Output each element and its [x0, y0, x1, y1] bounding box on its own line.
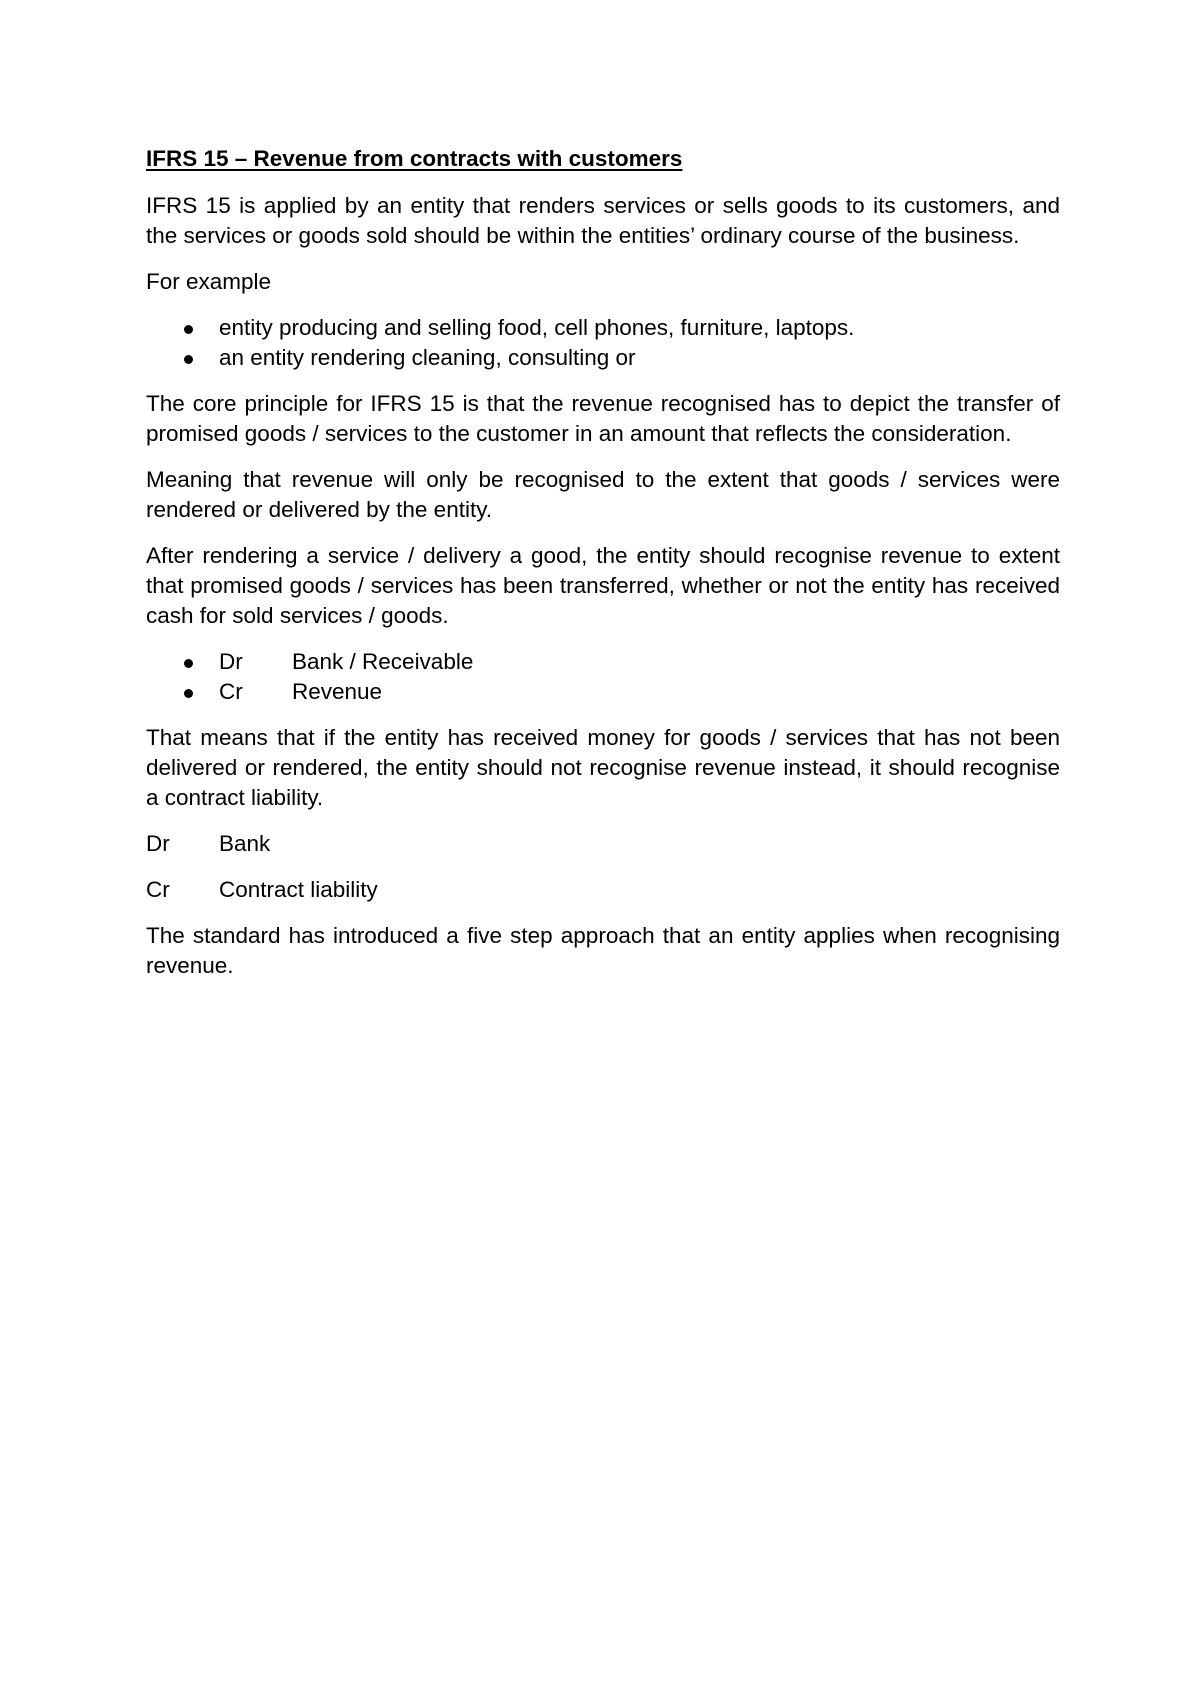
bullet-icon [184, 689, 193, 698]
revenue-journal-list [146, 647, 1060, 707]
example-text: entity producing and selling food, cell phones, furniture, laptops. [219, 315, 855, 340]
document-page [146, 144, 1060, 997]
journal-entry [146, 677, 1060, 707]
journal-entry [146, 829, 1060, 859]
five-step-paragraph: The standard has introduced a five step approach that an entity applies when recognising revenue. [146, 923, 1060, 978]
journal-code: Dr [219, 649, 243, 674]
journal-code: Cr [219, 679, 243, 704]
core-principle-paragraph: The core principle for IFRS 15 is that the revenue recognised has to depict the transfer of promised goods / services to the customer in an amount that reflects the consideration. [146, 391, 1060, 446]
bullet-icon [184, 355, 193, 364]
journal-account: Revenue [292, 679, 383, 704]
journal-code: Dr [146, 831, 170, 856]
intro-paragraph: IFRS 15 is applied by an entity that renders services or sells goods to its customers, and the services or goods sold should be within the entities’ ordinary course of the business. [146, 193, 1060, 248]
that-means-paragraph: That means that if the entity has received money for goods / services that has not been delivered or rendered, the entity should not recognise revenue instead, it should recognise a contract liability. [146, 725, 1060, 810]
journal-account: Contract liability [219, 877, 378, 902]
list-item [146, 343, 1060, 373]
journal-account: Bank / Receivable [292, 649, 474, 674]
bullet-icon [184, 659, 193, 668]
list-item [146, 313, 1060, 343]
journal-account: Bank [219, 831, 271, 856]
journal-entry [146, 647, 1060, 677]
journal-code: Cr [146, 877, 170, 902]
journal-entry [146, 875, 1060, 905]
example-heading: For example [146, 269, 272, 294]
bullet-icon [184, 325, 193, 334]
example-text: an entity rendering cleaning, consulting or [219, 345, 636, 370]
examples-list [146, 313, 1060, 373]
document-title: IFRS 15 – Revenue from contracts with customers [146, 146, 683, 171]
after-rendering-paragraph: After rendering a service / delivery a good, the entity should recognise revenue to extent that promised goods / services has been transferred, whether or not the entity has received cash for sold services / goods. [146, 543, 1060, 628]
meaning-paragraph: Meaning that revenue will only be recognised to the extent that goods / services were rendered or delivered by the entity. [146, 467, 1060, 522]
